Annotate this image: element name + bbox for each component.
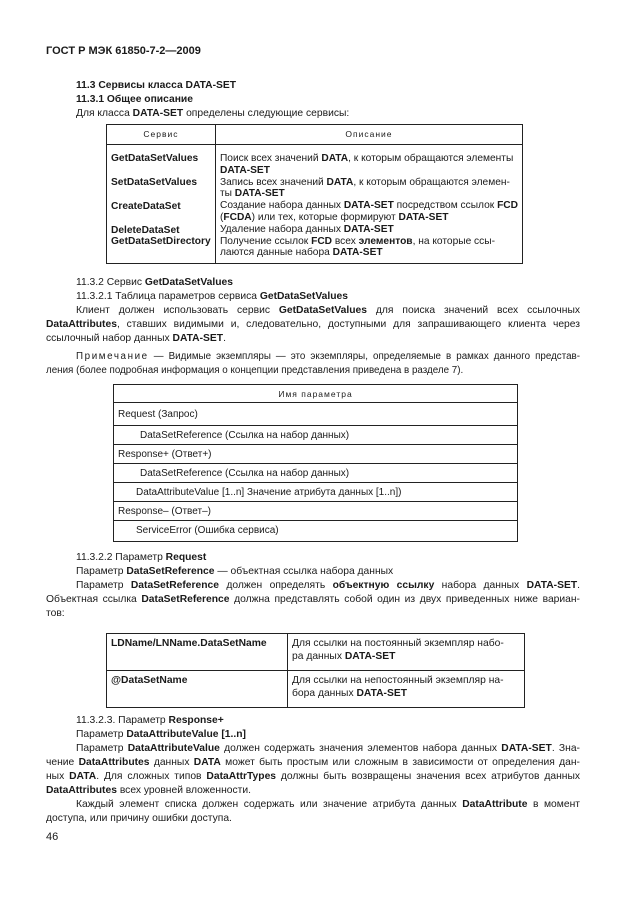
paragraph-line: Параметр DataSetReference — объектная ссылка набора данных bbox=[76, 566, 394, 577]
variants-table bbox=[106, 633, 525, 708]
paragraph-line: Каждый элемент списка должен содержать или значение атрибута данных DataAttribute в момент bbox=[76, 799, 580, 810]
document-header: ГОСТ Р МЭК 61850-7-2—2009 bbox=[46, 45, 201, 57]
paragraph-line: тов: bbox=[46, 608, 65, 619]
param-row: Response+ (Ответ+) bbox=[113, 445, 518, 464]
section-11-3-2-3-title: 11.3.2.3. Параметр Response+ bbox=[76, 715, 224, 726]
param-row: Request (Запрос) bbox=[113, 403, 518, 426]
col-description: Описание bbox=[215, 125, 522, 145]
service-descriptions: Поиск всех значений DATA, к которым обращаются элементы DATA-SET Запись всех значений DATA, к которым обращаются элемен- ты DATA-SET Создание набора данных DATA-SET посредством ссылок FCD (FCDA) или тех, которые формируют DATA-SET Удаление набора данных DATA-SET Получение ссылок FCD всех элементов, на которые ссы- лаются данные набора DATA-SET bbox=[215, 145, 522, 264]
paragraph-line: Параметр DataSetReference должен определять объектную ссылку набора данных DATA-SET. bbox=[76, 580, 580, 591]
paragraph-line: Параметр DataAttributeValue должен содержать значения элементов набора данных DATA-SET. Зна- bbox=[76, 743, 580, 754]
note-line: ления (более подробная информация о концепции представления приведена в разделе 7). bbox=[46, 365, 464, 376]
variant-row: @DataSetName Для ссылки на непостоянный экземпляр на- бора данных DATA-SET bbox=[107, 671, 525, 708]
param-row: ServiceError (Ошибка сервиса) bbox=[113, 521, 518, 542]
intro-text: Для класса DATA-SET определены следующие сервисы: bbox=[76, 108, 350, 119]
paragraph-line: доступа, или причину ошибки доступа. bbox=[46, 813, 232, 824]
param-row: DataSetReference (Ссылка на набор данных) bbox=[113, 426, 518, 445]
paragraph-line: ных DATA. Для сложных типов DataAttrTypes должны быть возвращены значения всех атрибутов данных bbox=[46, 771, 580, 782]
page-number: 46 bbox=[46, 831, 59, 843]
param-row: Response– (Ответ–) bbox=[113, 502, 518, 521]
service-names: GetDataSetValues SetDataSetValues CreateDataSet DeleteDataSet GetDataSetDirectory bbox=[107, 145, 216, 264]
section-11-3-2-2-title: 11.3.2.2 Параметр Request bbox=[76, 552, 207, 563]
param-row: DataSetReference (Ссылка на набор данных) bbox=[113, 464, 518, 483]
section-11-3-2-title: 11.3.2 Сервис GetDataSetValues bbox=[76, 277, 233, 288]
paragraph-line: DataAttributes всех уровней вложенности. bbox=[46, 785, 251, 796]
paragraph-line: DataAttributes, ставших видимыми и, следовательно, доступными для запрашивающего клиента через bbox=[46, 319, 580, 330]
paragraph-line: Объектная ссылка DataSetReference должна представлять собой один из двух приведенных ниже вариан- bbox=[46, 594, 580, 605]
variant-row: LDName/LNName.DataSetName Для ссылки на постоянный экземпляр набо- ра данных DATA-SET bbox=[107, 634, 525, 671]
paragraph-line: Параметр DataAttributeValue [1..n] bbox=[76, 729, 246, 740]
paragraph-line: Клиент должен использовать сервис GetDataSetValues для поиска значений всех ссылочных bbox=[76, 305, 580, 316]
services-table bbox=[106, 124, 523, 264]
note-line: Примечание — Видимые экземпляры — это экземпляры, определяемые в рамках данного представ- bbox=[76, 351, 580, 362]
param-row: DataAttributeValue [1..n] Значение атрибута данных [1..n]) bbox=[113, 483, 518, 502]
col-service: Сервис bbox=[107, 125, 216, 145]
subsection-title: 11.3.1 Общее описание bbox=[76, 94, 193, 105]
section-title: 11.3 Сервисы класса DATA-SET bbox=[76, 80, 237, 91]
params-header: Имя параметра bbox=[113, 384, 518, 403]
paragraph-line: чение DataAttributes данных DATA может быть простым или сложным в зависимости от определения дан- bbox=[46, 757, 580, 768]
paragraph-line: ссылочный набор данных DATA-SET. bbox=[46, 333, 226, 344]
section-11-3-2-1-title: 11.3.2.1 Таблица параметров сервиса GetDataSetValues bbox=[76, 291, 348, 302]
